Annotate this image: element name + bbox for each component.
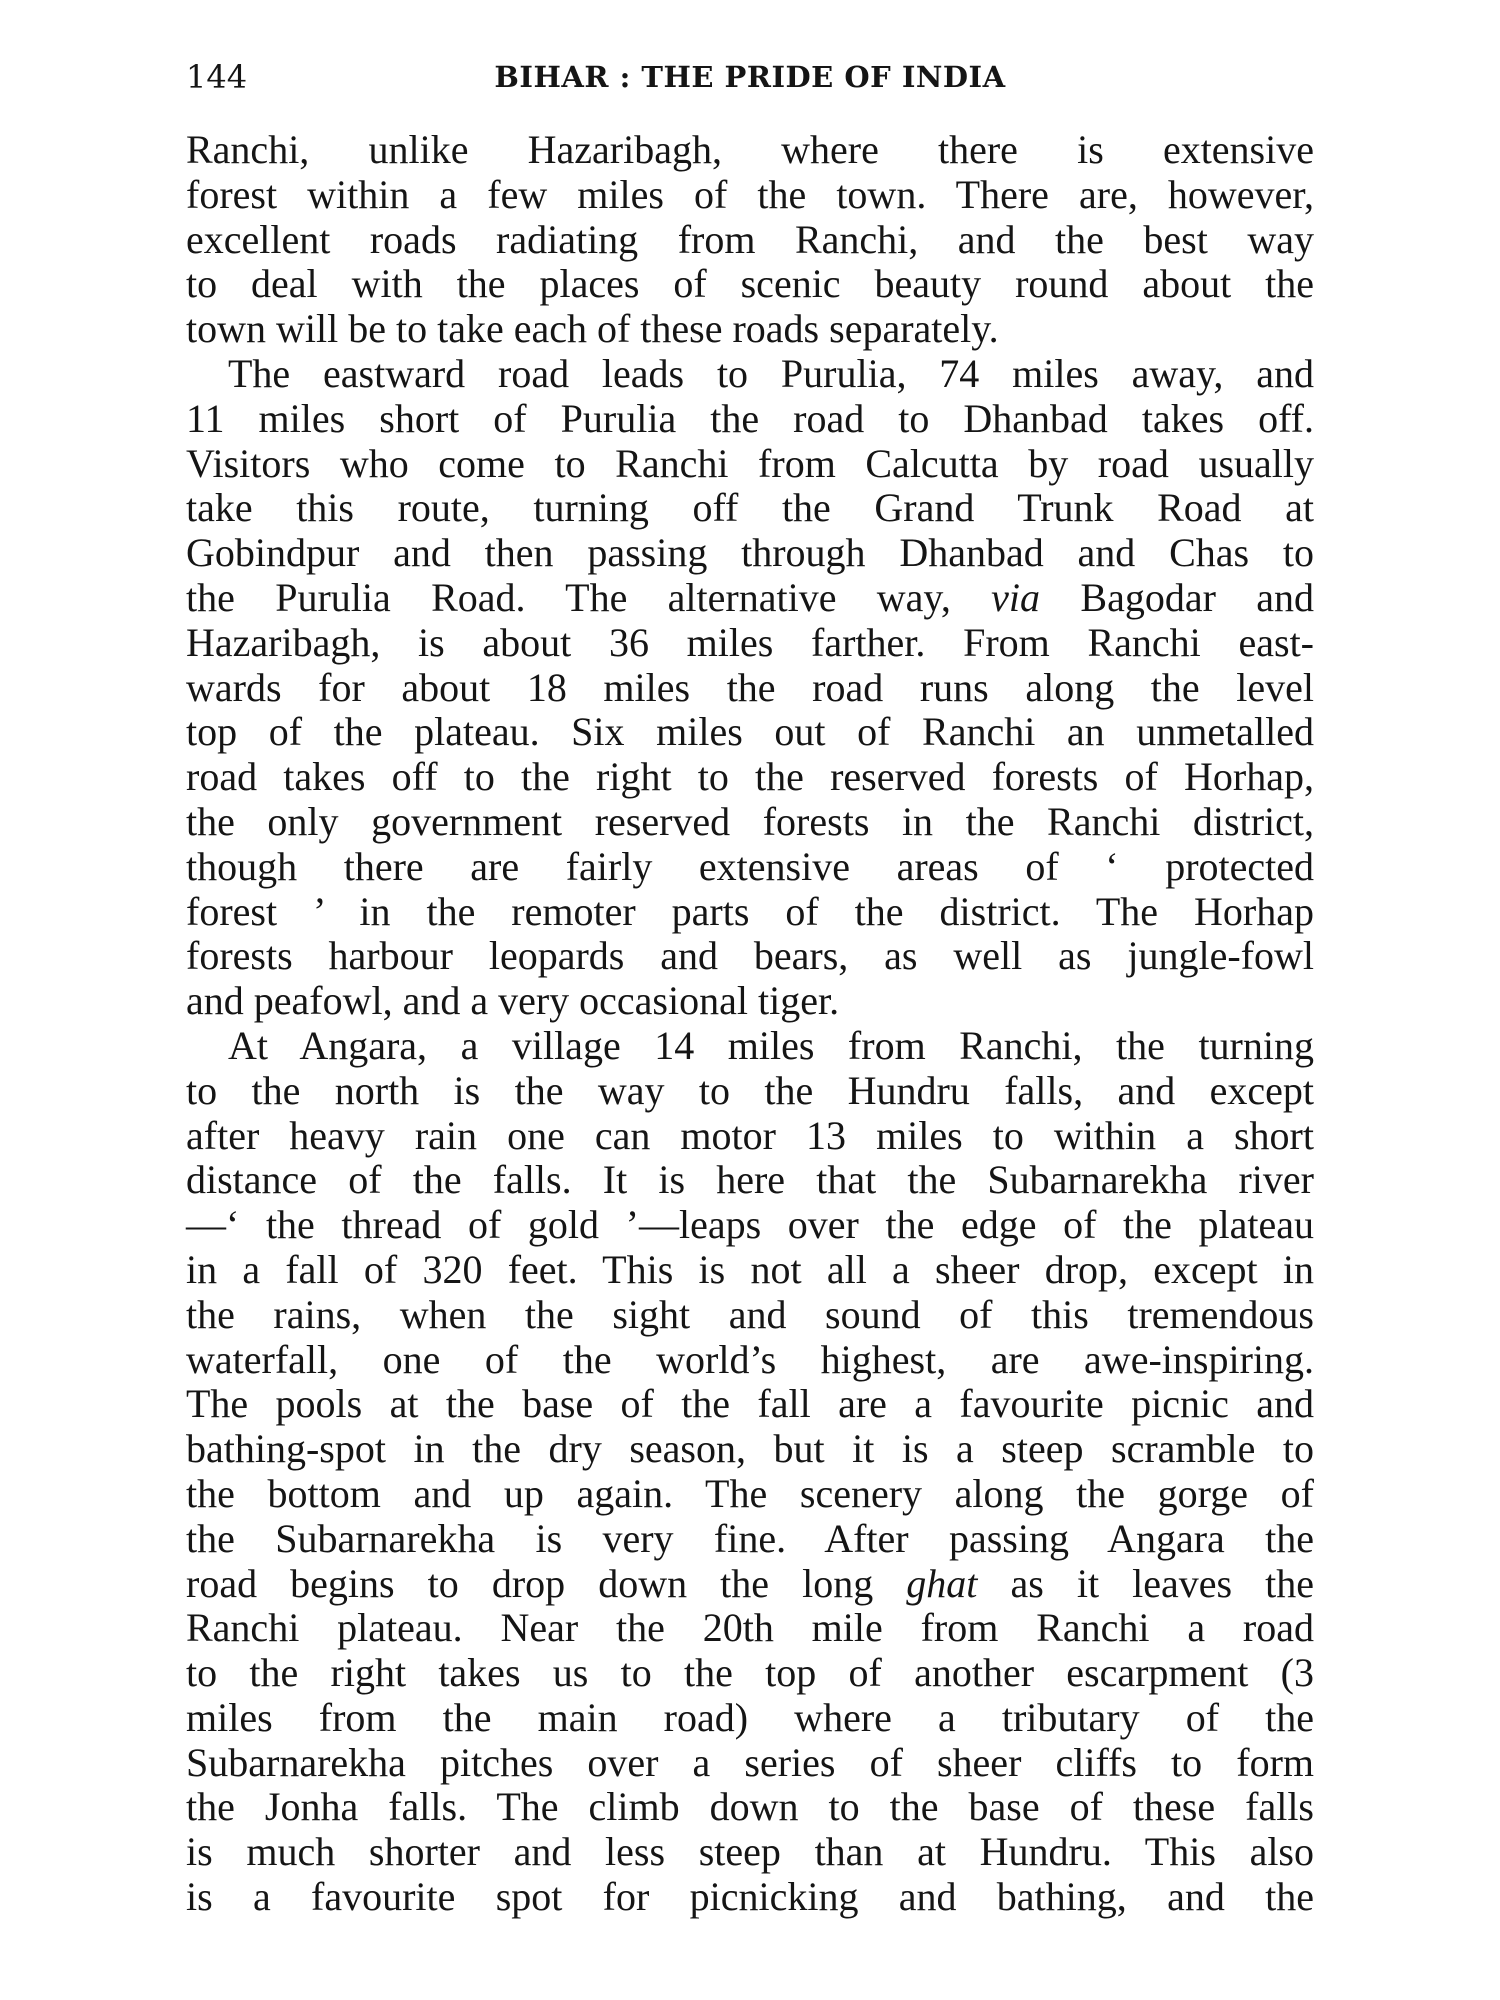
- paragraph: [186, 352, 1314, 1024]
- text-line: Visitors who come to Ranchi from Calcutta by road usually: [186, 440, 1314, 486]
- text-line: the Subarnarekha is very fine. After passing Angara the: [186, 1515, 1314, 1561]
- text-line: forest within a few miles of the town. There are, however,: [186, 171, 1314, 217]
- text-line: forests harbour leopards and bears, as well as jungle-fowl: [186, 933, 1314, 979]
- text-line: to the north is the way to the Hundru falls, and except: [186, 1067, 1314, 1113]
- text-line: is a favourite spot for picnicking and bathing, and the: [186, 1874, 1314, 1920]
- text-line: Subarnarekha pitches over a series of sheer cliffs to form: [186, 1739, 1314, 1785]
- text-line: to the right takes us to the top of another escarpment (3: [186, 1650, 1314, 1696]
- text-line: Ranchi plateau. Near the 20th mile from Ranchi a road: [186, 1605, 1314, 1651]
- running-head: [186, 52, 1314, 102]
- text-line: road begins to drop down the long ghat as it leaves the: [186, 1560, 1315, 1606]
- text-line: is much shorter and less steep than at Hundru. This also: [186, 1829, 1314, 1875]
- text-line: 11 miles short of Purulia the road to Dhanbad takes off.: [186, 395, 1314, 441]
- text-line: top of the plateau. Six miles out of Ranchi an unmetalled: [186, 709, 1314, 755]
- text-line: waterfall, one of the world’s highest, are awe-inspiring.: [186, 1336, 1314, 1382]
- text-line: distance of the falls. It is here that the Subarnarekha river: [186, 1157, 1314, 1203]
- text-line: miles from the main road) where a tributary of the: [186, 1694, 1314, 1740]
- text-line: the Jonha falls. The climb down to the base of these falls: [186, 1784, 1314, 1830]
- text-line: the Purulia Road. The alternative way, via Bagodar and: [186, 574, 1314, 620]
- text-line: take this route, turning off the Grand Trunk Road at: [186, 485, 1314, 531]
- text-line: forest ’ in the remoter parts of the district. The Horhap: [186, 888, 1314, 934]
- text-line: though there are fairly extensive areas of ‘ protected: [186, 843, 1314, 889]
- text-line: bathing-spot in the dry season, but it is a steep scramble to: [186, 1426, 1314, 1472]
- text-line: The eastward road leads to Purulia, 74 miles away, and: [228, 350, 1314, 396]
- text-line: in a fall of 320 feet. This is not all a sheer drop, except in: [186, 1246, 1314, 1292]
- text-line: The pools at the base of the fall are a favourite picnic and: [186, 1381, 1314, 1427]
- text-line: road takes off to the right to the reserved forests of Horhap,: [186, 754, 1314, 800]
- text-line: the only government reserved forests in the Ranchi district,: [186, 798, 1314, 844]
- text-line: Gobindpur and then passing through Dhanbad and Chas to: [186, 530, 1314, 576]
- text-line: the bottom and up again. The scenery along the gorge of: [186, 1470, 1314, 1516]
- text-line: —‘ the thread of gold ’—leaps over the edge of the plateau: [186, 1202, 1314, 1248]
- paragraph: [186, 1024, 1314, 1920]
- page-number: 144: [186, 58, 248, 96]
- text-line: Hazaribagh, is about 36 miles farther. From Ranchi east-: [186, 619, 1314, 665]
- text-line: to deal with the places of scenic beauty round about the: [186, 261, 1314, 307]
- body-text: [186, 128, 1314, 1920]
- text-line: excellent roads radiating from Ranchi, and the best way: [186, 216, 1314, 262]
- text-line: At Angara, a village 14 miles from Ranchi, the turning: [228, 1022, 1314, 1068]
- running-title: BIHAR : THE PRIDE OF INDIA: [494, 60, 1006, 94]
- text-line: and peafowl, and a very occasional tiger.: [186, 978, 840, 1024]
- text-line: Ranchi, unlike Hazaribagh, where there is extensive: [186, 127, 1314, 172]
- text-line: after heavy rain one can motor 13 miles to within a short: [186, 1112, 1314, 1158]
- text-line: wards for about 18 miles the road runs along the level: [186, 664, 1314, 710]
- paragraph: [186, 128, 1314, 352]
- text-line: town will be to take each of these roads separately.: [186, 306, 999, 352]
- text-line: the rains, when the sight and sound of this tremendous: [186, 1291, 1314, 1337]
